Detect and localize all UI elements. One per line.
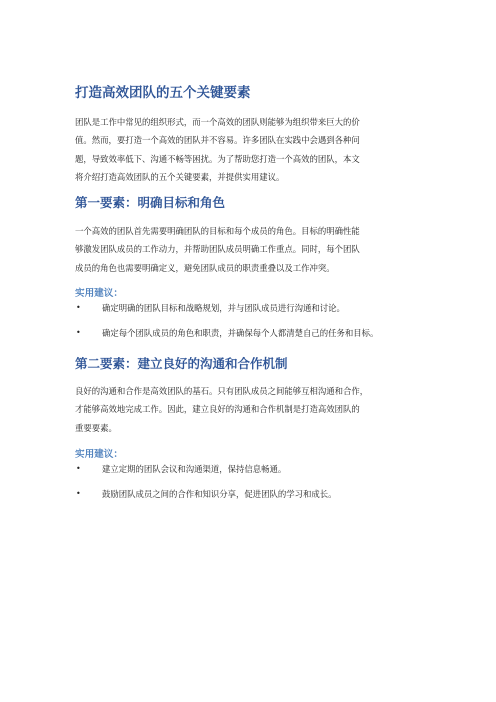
bullet-icon: •	[76, 488, 81, 498]
document-title: 打造高效团队的五个关键要素	[75, 85, 251, 101]
body-line: 才能够高效地完成工作。因此，建立良好的沟通和合作机制是打造高效团队的	[75, 404, 360, 415]
intro-line: 团队是工作中常见的组织形式，而一个高效的团队则能够为组织带来巨大的价	[75, 117, 360, 127]
list-item	[75, 487, 435, 501]
list-item-text: 确定明确的团队目标和战略规划，并与团队成员进行沟通和讨论。	[102, 303, 345, 314]
section-2-tips-label: 实用建议：	[75, 448, 123, 460]
list-item	[75, 462, 435, 476]
list-item-text: 建立定期的团队会议和沟通渠道，保持信息畅通。	[102, 463, 287, 474]
section-1-heading: 第一要素：明确目标和角色	[75, 195, 226, 211]
section-2-heading: 第二要素：建立良好的沟通和合作机制	[75, 356, 288, 372]
section-2-body	[75, 382, 435, 437]
intro-line: 题，导致效率低下、沟通不畅等困扰。为了帮助您打造一个高效的团队，本文	[75, 153, 360, 164]
body-line: 一个高效的团队首先需要明确团队的目标和每个成员的角色。目标的明确性能	[75, 226, 360, 237]
list-item-text: 鼓励团队成员之间的合作和知识分享，促进团队的学习和成长。	[102, 488, 337, 499]
list-item-text: 确定每个团队成员的角色和职责，并确保每个人都清楚自己的任务和目标。	[102, 328, 379, 339]
document-page	[75, 84, 435, 501]
body-line: 重要要素。	[75, 422, 117, 433]
section-1-body	[75, 222, 435, 277]
body-line: 够激发团队成员的工作动力，并帮助团队成员明确工作重点。同时，每个团队	[75, 244, 360, 255]
body-line: 良好的沟通和合作是高效团队的基石。只有团队成员之间能够互相沟通和合作，	[75, 386, 369, 397]
intro-paragraph	[75, 113, 435, 186]
list-item	[75, 301, 435, 315]
section-1-tips-label: 实用建议：	[75, 288, 123, 300]
intro-line: 将介绍打造高效团队的五个关键要素，并提供实用建议。	[75, 171, 285, 182]
bullet-icon: •	[76, 328, 81, 338]
bullet-icon: •	[76, 463, 81, 473]
section-1-tips-list	[75, 301, 435, 340]
intro-line: 值。然而，要打造一个高效的团队并不容易。许多团队在实践中会遇到各种问	[75, 135, 360, 146]
body-line: 成员的角色也需要明确定义，避免团队成员的职责重叠以及工作冲突。	[75, 262, 335, 273]
section-2-tips-list	[75, 462, 435, 501]
list-item	[75, 326, 435, 340]
bullet-icon: •	[76, 303, 81, 313]
